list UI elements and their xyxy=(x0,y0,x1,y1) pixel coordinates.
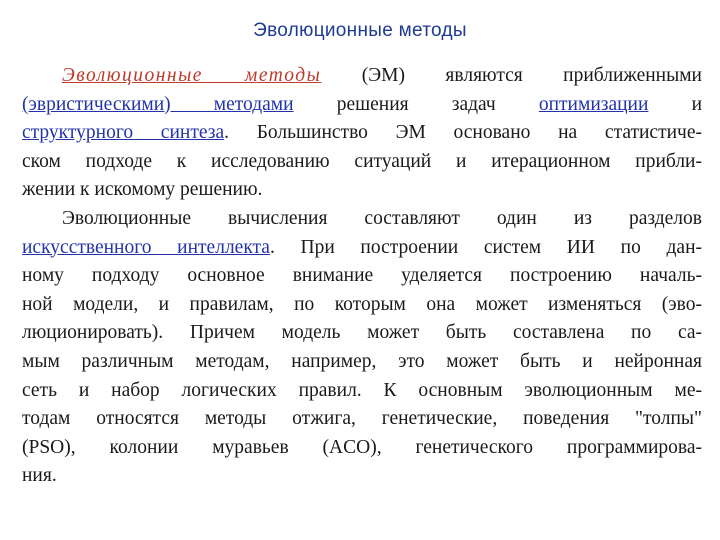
p2-line-9: (PSO), колонии муравьев (ACO), генетического программирова- xyxy=(22,436,702,458)
structural-synthesis-link[interactable]: структурного синтеза xyxy=(22,122,225,144)
optimization-link[interactable]: оптимизации xyxy=(538,93,649,115)
p2-line-5: люционировать). Причем модель может быть составлена по са- xyxy=(22,322,702,344)
heuristic-methods-link[interactable]: (эвристическими) методами xyxy=(22,93,294,115)
slide-title: Эволюционные методы xyxy=(253,20,467,41)
p2-line-6: мым различным методам, например, это может быть и нейронная xyxy=(22,350,702,372)
p1-line-1: Эволюционные методы (ЭМ) являются приближенными xyxy=(62,65,702,86)
term-evolutionary-methods-link[interactable]: Эволюционные методы xyxy=(62,65,322,86)
p2-line-1: Эволюционные вычисления составляют один из разделов xyxy=(62,207,702,229)
artificial-intelligence-link[interactable]: искусственного интеллекта xyxy=(22,236,270,258)
p2-line-10: ния. xyxy=(22,465,57,487)
p1-line-3: структурного синтеза. Большинство ЭМ основано на статистиче- xyxy=(22,122,703,144)
p2-line-8: тодам относятся методы отжига, генетические, поведения "толпы" xyxy=(22,408,702,430)
p1-line-2: (эвристическими) методами решения задач оптимизации и xyxy=(22,93,702,115)
p1-line-4: ском подходе к исследованию ситуаций и итерационном прибли- xyxy=(22,150,702,172)
p2-line-2: искусственного интеллекта. При построении систем ИИ по дан- xyxy=(22,236,702,258)
p2-line-4: ной модели, и правилам, по которым она может изменяться (эво- xyxy=(22,293,702,315)
body-text xyxy=(22,62,702,491)
p1-line-5: жении к искомому решению. xyxy=(22,179,263,201)
p2-line-3: ному подходу основное внимание уделяется построению началь- xyxy=(22,265,702,287)
p2-line-7: сеть и набор логических правил. К основным эволюционным ме- xyxy=(22,379,702,401)
